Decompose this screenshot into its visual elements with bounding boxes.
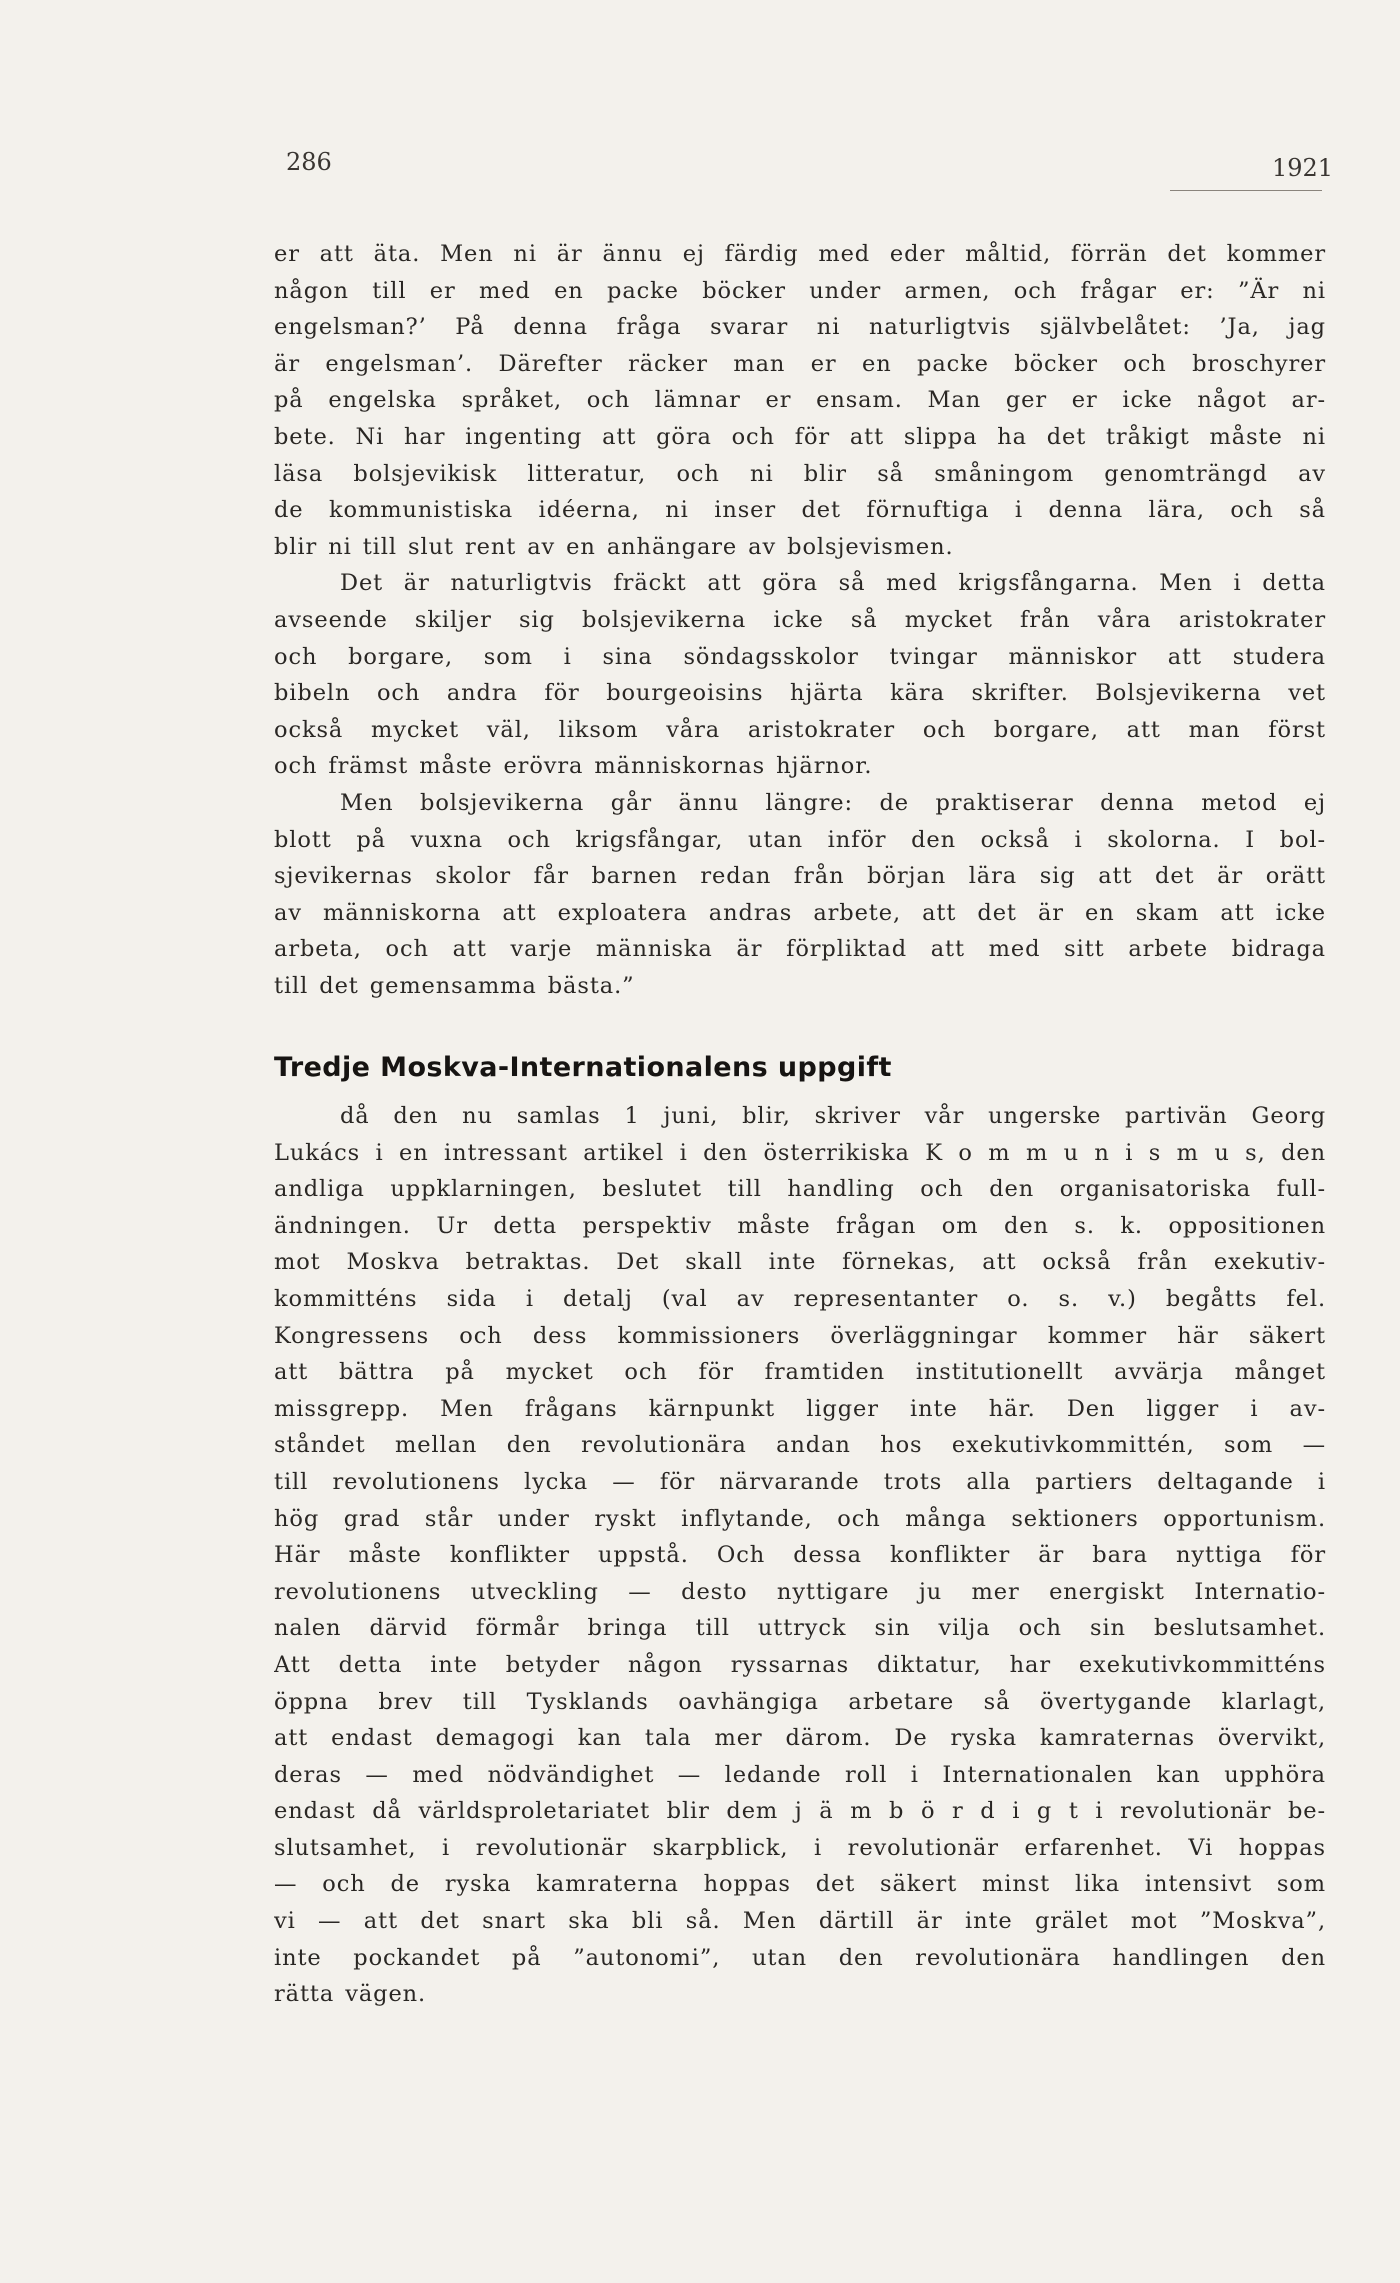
text-line: Lukács i en intressant artikel i den österrikiska K o m m u n i s m u s, den	[274, 1139, 1326, 1166]
text-line: kommitténs sida i detalj (val av representanter o. s. v.) begåtts fel.	[274, 1285, 1326, 1312]
text-line: endast då världsproletariatet blir dem j ä m b ö r d i g t i revolutionär be-	[274, 1798, 1326, 1825]
text-line: bibeln och andra för bourgeoisins hjärta kära skrifter. Bolsjevikerna vet	[274, 680, 1326, 707]
section-heading: Tredje Moskva-Internationalens uppgift	[274, 1052, 892, 1083]
text-line: rätta vägen.	[274, 1981, 427, 2008]
text-line: på engelska språket, och lämnar er ensam. Man ger er icke något ar-	[274, 387, 1326, 414]
text-line: läsa bolsjevikisk litteratur, och ni blir så småningom genomträngd av	[274, 460, 1326, 487]
text-line: — och de ryska kamraterna hoppas det säkert minst lika intensivt som	[274, 1871, 1326, 1898]
text-line: till revolutionens lycka — för närvarande trots alla partiers deltagande i	[274, 1468, 1326, 1495]
text-line: ändningen. Ur detta perspektiv måste frågan om den s. k. oppositionen	[274, 1212, 1326, 1239]
page-number: 286	[286, 148, 332, 176]
text-line: av människorna att exploatera andras arbete, att det är en skam att icke	[274, 899, 1326, 926]
text-line: vi — att det snart ska bli så. Men därtill är inte grälet mot ”Moskva”,	[274, 1908, 1326, 1935]
section2-text	[274, 1098, 1326, 2013]
text-line: till det gemensamma bästa.”	[274, 972, 635, 999]
text-line: är engelsman’. Därefter räcker man er en packe böcker och broschyrer	[274, 350, 1326, 377]
text-line: bete. Ni har ingenting att göra och för att slippa ha det tråkigt måste ni	[274, 423, 1326, 450]
section1-text	[274, 236, 1326, 1004]
text-line: hög grad står under ryskt inflytande, och många sektioners opportunism.	[274, 1505, 1326, 1532]
text-line: avseende skiljer sig bolsjevikerna icke så mycket från våra aristokrater	[274, 606, 1326, 633]
text-line: deras — med nödvändighet — ledande roll i Internationalen kan upphöra	[274, 1761, 1326, 1788]
text-line: att endast demagogi kan tala mer därom. De ryska kamraternas övervikt,	[274, 1725, 1326, 1752]
text-line: någon till er med en packe böcker under armen, och frågar er: ”Är ni	[274, 277, 1326, 304]
text-line: blott på vuxna och krigsfångar, utan inför den också i skolorna. I bol-	[274, 826, 1326, 853]
text-line: Det är naturligtvis fräckt att göra så med krigsfångarna. Men i detta	[340, 570, 1326, 597]
text-line: arbeta, och att varje människa är förpliktad att med sitt arbete bidraga	[274, 936, 1326, 963]
text-line: då den nu samlas 1 juni, blir, skriver vår ungerske partivän Georg	[340, 1103, 1326, 1129]
text-line: och främst måste erövra människornas hjärnor.	[274, 753, 873, 780]
text-line: revolutionens utveckling — desto nyttigare ju mer energiskt Internatio-	[274, 1578, 1326, 1605]
text-line: och borgare, som i sina söndagsskolor tvingar människor att studera	[274, 643, 1326, 670]
year-header: 1921	[1272, 154, 1334, 182]
text-line: ståndet mellan den revolutionära andan hos exekutivkommittén, som —	[274, 1432, 1326, 1459]
text-line: sjevikernas skolor får barnen redan från början lära sig att det är orätt	[274, 863, 1326, 890]
text-line: andliga uppklarningen, beslutet till handling och den organisatoriska full-	[274, 1176, 1326, 1203]
text-line: Kongressens och dess kommissioners överläggningar kommer här säkert	[274, 1322, 1326, 1349]
text-line: inte pockandet på ”autonomi”, utan den revolutionära handlingen den	[274, 1944, 1326, 1971]
text-line: de kommunistiska idéerna, ni inser det förnuftiga i denna lära, och så	[274, 497, 1326, 524]
text-line: blir ni till slut rent av en anhängare av bolsjevismen.	[274, 533, 954, 560]
text-line: mot Moskva betraktas. Det skall inte förnekas, att också från exekutiv-	[274, 1249, 1326, 1276]
text-line: öppna brev till Tysklands oavhängiga arbetare så övertygande klarlagt,	[274, 1688, 1326, 1715]
text-line: Men bolsjevikerna går ännu längre: de praktiserar denna metod ej	[340, 789, 1326, 816]
text-line: er att äta. Men ni är ännu ej färdig med eder måltid, förrän det kommer	[274, 241, 1326, 267]
header-rule	[1170, 190, 1322, 191]
text-line: slutsamhet, i revolutionär skarpblick, i revolutionär erfarenhet. Vi hoppas	[274, 1834, 1326, 1861]
text-line: också mycket väl, liksom våra aristokrater och borgare, att man först	[274, 716, 1326, 743]
text-line: att bättra på mycket och för framtiden institutionellt avvärja månget	[274, 1359, 1326, 1386]
text-line: engelsman?’ På denna fråga svarar ni naturligtvis självbelåtet: ’Ja, jag	[274, 314, 1326, 341]
text-line: nalen därvid förmår bringa till uttryck sin vilja och sin beslutsamhet.	[274, 1615, 1326, 1642]
text-line: Här måste konflikter uppstå. Och dessa konflikter är bara nyttiga för	[274, 1542, 1326, 1569]
text-line: Att detta inte betyder någon ryssarnas diktatur, har exekutivkommitténs	[274, 1651, 1326, 1678]
text-line: missgrepp. Men frågans kärnpunkt ligger inte här. Den ligger i av-	[274, 1395, 1326, 1422]
